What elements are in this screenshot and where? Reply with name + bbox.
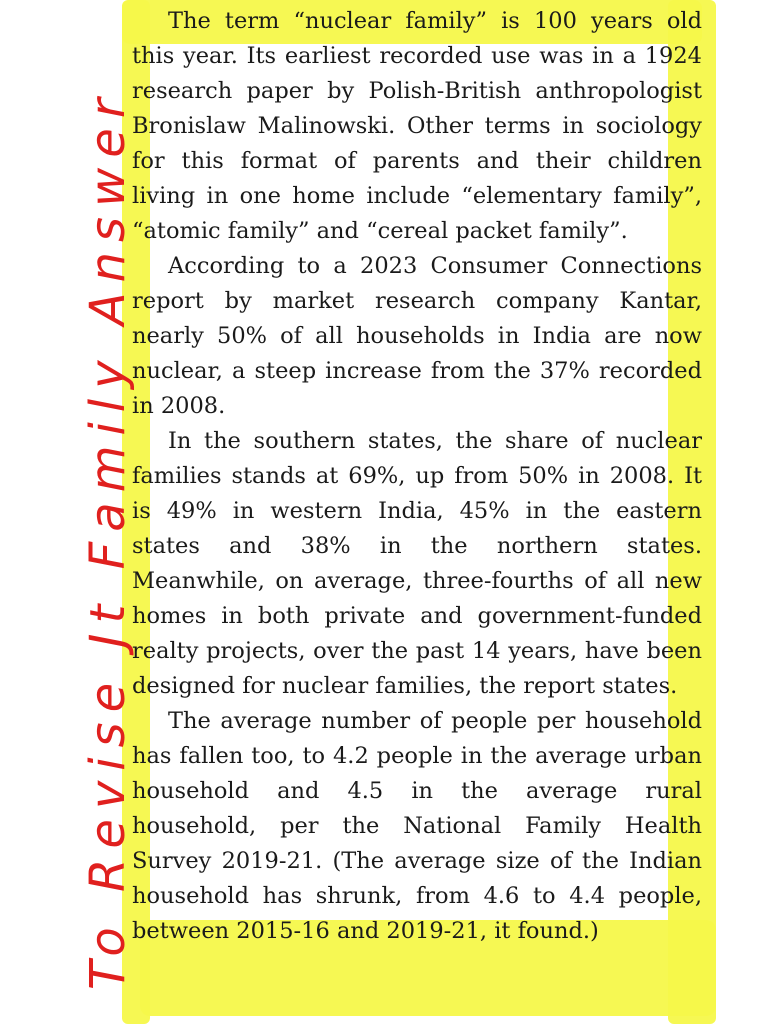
article-paragraph-1: The term “nuclear family” is 100 years old this year. Its earliest recorded use was in a 1924 research paper by Polish-British anthropologist Bronislaw Malinowski. Other terms in sociology for this format of parents and their children living in one home include “elementary family”, “atomic family” and “cereal packet family”. [132, 8, 702, 244]
handwritten-annotation: To Revise Jt Family Answer [80, 88, 136, 990]
newspaper-article [132, 4, 702, 949]
article-paragraph-4: The average number of people per household has fallen too, to 4.2 people in the average urban household and 4.5 in the average rural household, per the National Family Health Survey 2019-21. (The average size of the Indian household has shrunk, from 4.6 to 4.4 people, between 2015-16 and 2019-21, it found.) [132, 708, 702, 944]
article-paragraph-2: According to a 2023 Consumer Connections report by market research company Kantar, nearly 50% of all households in India are now nuclear, a steep increase from the 37% recorded in 2008. [132, 253, 702, 419]
article-paragraph-3: In the southern states, the share of nuclear families stands at 69%, up from 50% in 2008. It is 49% in western India, 45% in the eastern states and 38% in the northern states. Meanwhile, on average, three-fourths of all new homes in both private and government-funded realty projects, over the past 14 years, have been designed for nuclear families, the report states. [132, 428, 702, 699]
